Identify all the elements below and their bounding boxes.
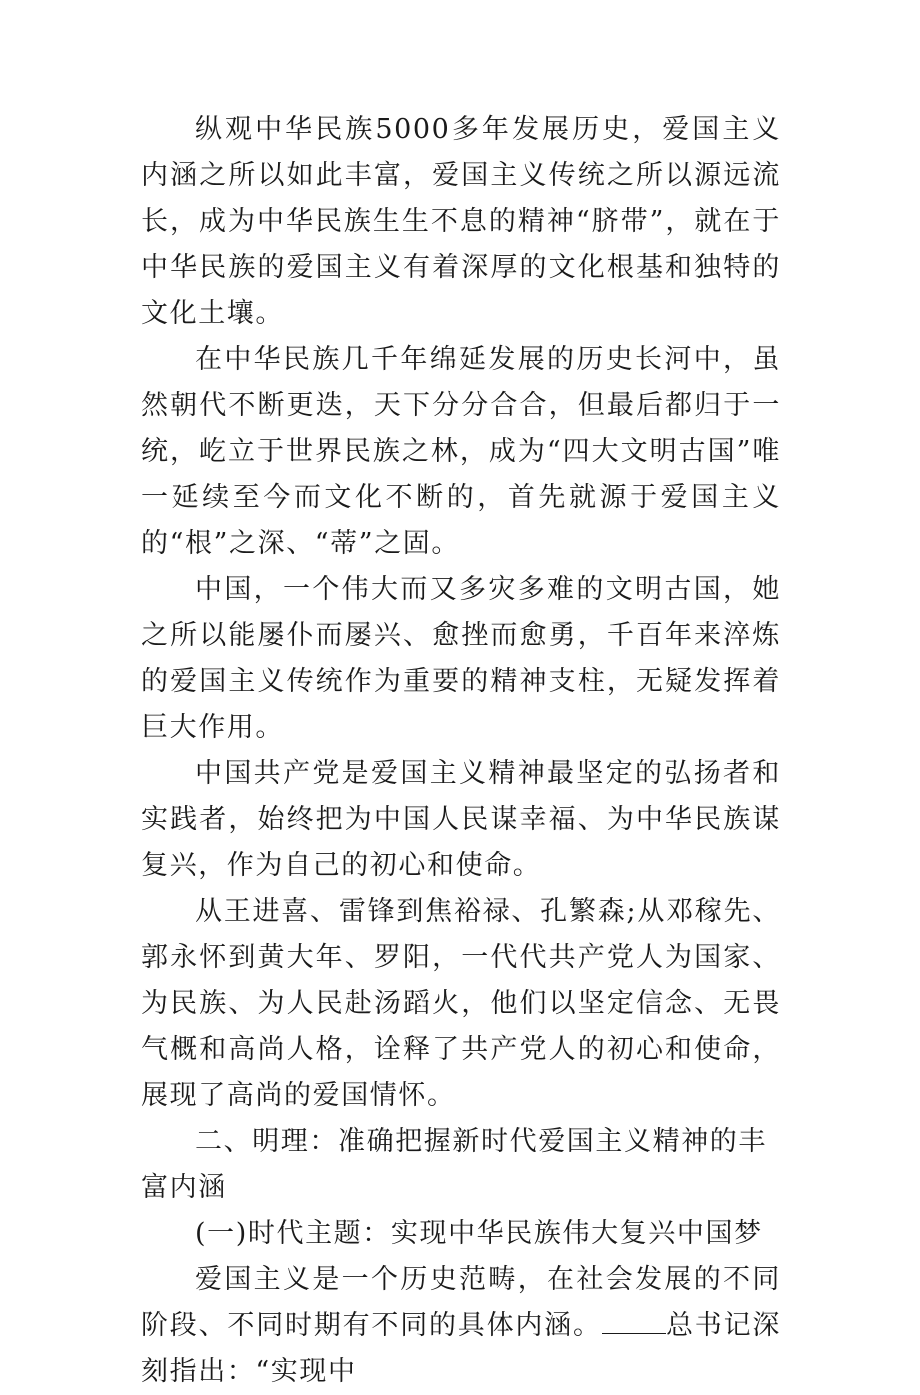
section-heading: 二、明理：准确把握新时代爱国主义精神的丰富内涵 [141, 1126, 767, 1203]
fill-in-blank [602, 1303, 666, 1334]
paragraph-6 [141, 1257, 781, 1395]
paragraph-6-text-start: 爱国主义是一个历史范畴，在社会发展的不同阶段、不同时期有不同的具体内涵。 [141, 1264, 781, 1341]
paragraph-3: 中国，一个伟大而又多灾多难的文明古国，她之所以能屡仆而屡兴、愈挫而愈勇，千百年来淬炼的爱国主义传统作为重要的精神支柱，无疑发挥着巨大作用。 [141, 574, 781, 743]
document-body [141, 107, 781, 1395]
subsection-heading: (一)时代主题：实现中华民族伟大复兴中国梦 [195, 1218, 763, 1249]
paragraph-6-text-end: 总书记深刻指出：“实现中 [141, 1310, 781, 1387]
paragraph-5: 从王进喜、雷锋到焦裕禄、孔繁森;从邓稼先、郭永怀到黄大年、罗阳，一代代共产党人为国家、为民族、为人民赴汤蹈火，他们以坚定信念、无畏气概和高尚人格，诠释了共产党人的初心和使命，展现了高尚的爱国情怀。 [141, 896, 781, 1111]
paragraph-4: 中国共产党是爱国主义精神最坚定的弘扬者和实践者，始终把为中国人民谋幸福、为中华民族谋复兴，作为自己的初心和使命。 [141, 758, 781, 881]
paragraph-1: 纵观中华民族5000多年发展历史，爱国主义内涵之所以如此丰富，爱国主义传统之所以源远流长，成为中华民族生生不息的精神“脐带”，就在于中华民族的爱国主义有着深厚的文化根基和独特的文化土壤。 [141, 114, 781, 329]
paragraph-2: 在中华民族几千年绵延发展的历史长河中，虽然朝代不断更迭，天下分分合合，但最后都归于一统，屹立于世界民族之林，成为“四大文明古国”唯一延续至今而文化不断的，首先就源于爱国主义的“根”之深、“蒂”之固。 [141, 344, 781, 559]
